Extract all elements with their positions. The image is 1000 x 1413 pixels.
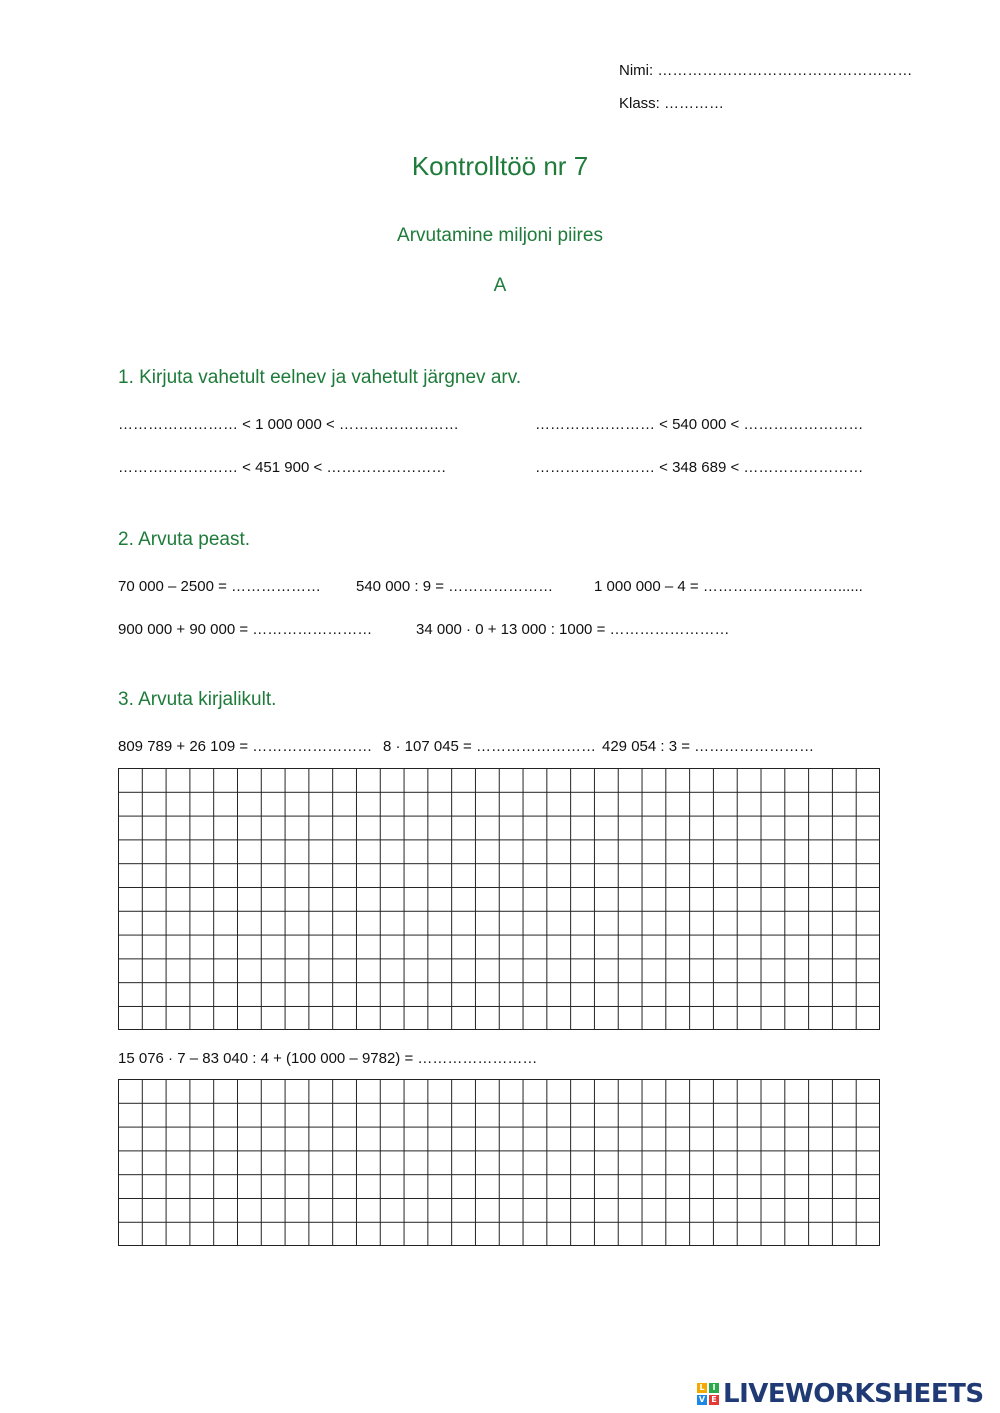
task3-heading: 3. Arvuta kirjalikult. [118, 689, 277, 710]
page-title: Kontrolltöö nr 7 [411, 151, 589, 181]
name-field[interactable]: Nimi: …………………………………………… [619, 62, 913, 79]
task3-item[interactable]: 8 · 107 045 = …………………… [383, 738, 596, 755]
work-grid [118, 768, 880, 1030]
task2-item[interactable]: 900 000 + 90 000 = …………………… [118, 621, 373, 638]
logo-text: LIVEWORKSHEETS [723, 1379, 984, 1409]
task1-item[interactable]: …………………… < 451 900 < …………………… [118, 459, 447, 476]
liveworksheets-logo [697, 1376, 984, 1412]
task3-expression[interactable]: 15 076 · 7 – 83 040 : 4 + (100 000 – 9782) = …………………… [118, 1050, 538, 1067]
task1-item[interactable]: …………………… < 540 000 < …………………… [535, 416, 864, 433]
task1-heading: 1. Kirjuta vahetult eelnev ja vahetult järgnev arv. [118, 367, 522, 388]
task2-item[interactable]: 540 000 : 9 = ………………… [356, 578, 554, 595]
task1-item[interactable]: …………………… < 348 689 < …………………… [535, 459, 864, 476]
logo-icon [697, 1383, 719, 1405]
logo-block: V [698, 1395, 706, 1404]
task1-item[interactable]: …………………… < 1 000 000 < …………………… [118, 416, 459, 433]
logo-block: I [709, 1383, 719, 1393]
task2-item[interactable]: 70 000 – 2500 = ……………… [118, 578, 322, 595]
logo-block: E [709, 1395, 719, 1405]
task3-item[interactable]: 809 789 + 26 109 = …………………… [118, 738, 373, 755]
variant-label: A [493, 275, 507, 296]
logo-block: L [697, 1383, 707, 1393]
work-grid [118, 1079, 880, 1246]
task2-item[interactable]: 34 000 · 0 + 13 000 : 1000 = …………………… [416, 621, 730, 638]
task3-item[interactable]: 429 054 : 3 = …………………… [602, 738, 815, 755]
page-subtitle: Arvutamine miljoni piires [397, 225, 603, 246]
class-field[interactable]: Klass: ………… [619, 95, 725, 112]
task2-heading: 2. Arvuta peast. [118, 529, 251, 550]
task2-item[interactable]: 1 000 000 – 4 = ………………………...... [594, 578, 863, 595]
